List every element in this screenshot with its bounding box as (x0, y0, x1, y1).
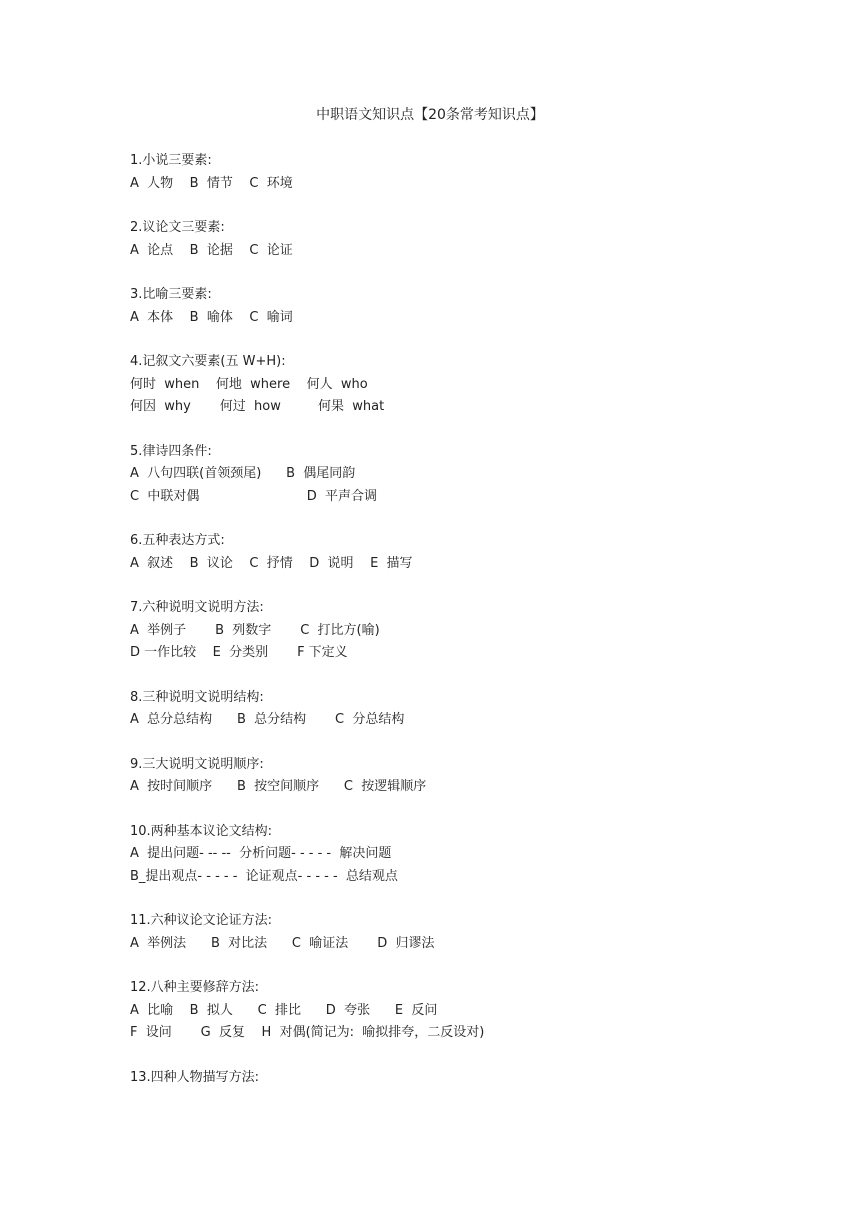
section-line: F 设问 G 反复 H 对偶(简记为: 喻拟排夸，二反设对) (130, 1025, 485, 1040)
section-9 (130, 754, 770, 799)
section-heading: 9.三大说明文说明顺序: (130, 756, 264, 772)
section-line: B_提出观点- - - - - 论证观点- - - - - 总结观点 (130, 868, 398, 884)
section-8 (130, 687, 770, 732)
section-line: D 一作比较 E 分类别 F 下定义 (130, 645, 348, 660)
section-heading: 6.五种表达方式: (130, 533, 225, 548)
section-10 (130, 821, 770, 889)
section-7 (130, 597, 770, 665)
section-line: A 举例法 B 对比法 C 喻证法 D 归谬法 (130, 935, 435, 951)
section-3 (130, 284, 770, 329)
section-line: A 本体 B 喻体 C 喻词 (130, 309, 293, 325)
section-line: A 叙述 B 议论 C 抒情 D 说明 E 描写 (130, 555, 413, 571)
section-6 (130, 530, 770, 575)
section-heading: 8.三种说明文说明结构: (130, 689, 264, 705)
section-13 (130, 1067, 770, 1090)
section-1 (130, 150, 770, 195)
section-line: A 论点 B 论据 C 论证 (130, 242, 293, 258)
section-heading: 11.六种议论文论证方法: (130, 913, 273, 928)
section-line: A 总分总结构 B 总分结构 C 分总结构 (130, 712, 405, 727)
section-4 (130, 351, 770, 419)
section-line: A 举例子 B 列数字 C 打比方(喻) (130, 622, 380, 638)
section-11 (130, 910, 770, 955)
section-heading: 1.小说三要素: (130, 153, 212, 168)
document-title: 中职语文知识点【20条常考知识点】 (316, 107, 544, 123)
section-line: A 提出问题- -- -- 分析问题- - - - - 解决问题 (130, 846, 392, 861)
section-line: A 人物 B 情节 C 环境 (130, 175, 293, 191)
section-5 (130, 441, 770, 509)
section-line: C 中联对偶 D 平声合调 (130, 488, 378, 504)
section-line: A 按时间顺序 B 按空间顺序 C 按逻辑顺序 (130, 779, 427, 794)
document-content (130, 150, 770, 1111)
section-heading: 2.议论文三要素: (130, 220, 225, 235)
section-heading: 13.四种人物描写方法: (130, 1069, 260, 1085)
section-heading: 4.记叙文六要素(五 W+H): (130, 354, 286, 369)
section-line: A 八句四联(首领颈尾) B 偶尾同韵 (130, 466, 356, 481)
section-line: A 比喻 B 拟人 C 排比 D 夸张 E 反问 (130, 1002, 438, 1018)
section-heading: 5.律诗四条件: (130, 443, 212, 459)
section-line: 何时 when 何地 where 何人 who (130, 376, 368, 392)
section-heading: 10.两种基本议论文结构: (130, 823, 273, 839)
section-12 (130, 977, 770, 1045)
section-line: 何因 why 何过 how 何果 what (130, 399, 385, 414)
section-heading: 3.比喻三要素: (130, 287, 212, 302)
section-2 (130, 217, 770, 262)
section-heading: 7.六种说明文说明方法: (130, 600, 264, 615)
section-heading: 12.八种主要修辞方法: (130, 980, 260, 995)
